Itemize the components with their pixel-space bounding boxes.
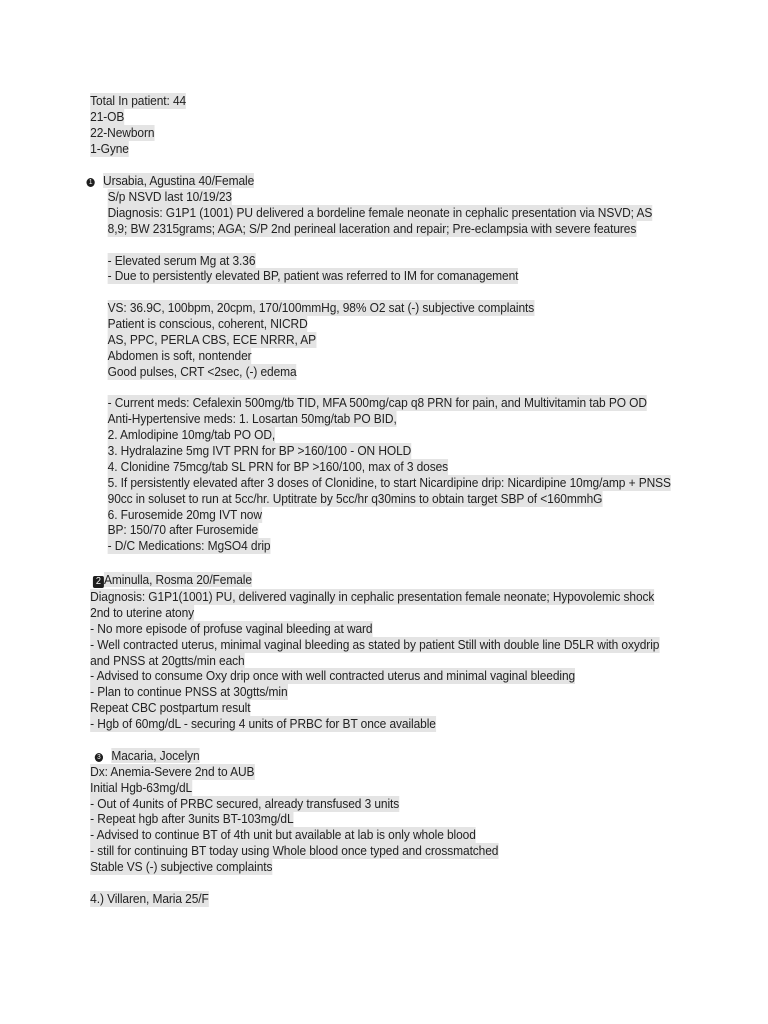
patient-2-note-3: and PNSS at 20gtts/min each — [90, 653, 245, 668]
census-newborn: 22-Newborn — [90, 125, 155, 140]
patient-1-meds-line-2: Anti-Hypertensive meds: 1. Losartan 50mg/tab PO BID, — [107, 411, 397, 426]
patient-2-number-badge: 2 — [93, 576, 104, 588]
patient-3-note-2: Initial Hgb-63mg/dL — [90, 780, 193, 795]
patient-3-note-1: Dx: Anemia-Severe 2nd to AUB — [90, 764, 255, 779]
patient-3-note-7: Stable VS (-) subjective complaints — [90, 859, 273, 874]
patient-1-mg-note: - Elevated serum Mg at 3.36 — [107, 253, 256, 268]
patient-3-note-4: - Repeat hgb after 3units BT-103mg/dL — [90, 811, 294, 826]
patient-3-name: Macaria, Jocelyn — [111, 748, 200, 763]
patient-1-meds-line-3: 2. Amlodipine 10mg/tab PO OD, — [107, 427, 276, 442]
patient-1-meds-line-10: - D/C Medications: MgSO4 drip — [107, 538, 271, 553]
patient-1-meds-line-9: BP: 150/70 after Furosemide — [107, 522, 259, 537]
patient-1-number-badge: 1 — [86, 178, 94, 187]
patient-3-header — [95, 748, 200, 764]
patient-1-meds-line-8: 6. Furosemide 20mg IVT now — [107, 507, 262, 522]
patient-1-meds-line-4: 3. Hydralazine 5mg IVT PRN for BP >160/100 - ON HOLD — [107, 443, 412, 458]
patient-1-bp-note: - Due to persistently elevated BP, patient was referred to IM for comanagement — [107, 268, 519, 283]
patient-1-meds-line-7: 90cc in soluset to run at 5cc/hr. Uptitrate by 5cc/hr q30mins to obtain target SBP of <160mmhG — [107, 491, 603, 506]
patient-2-note-6: Repeat CBC postpartum result — [90, 700, 251, 715]
patient-3-note-3: - Out of 4units of PRBC secured, already transfused 3 units — [90, 796, 400, 811]
patient-1-diagnosis-line-2: 8,9; BW 2315grams; AGA; S/P 2nd perineal laceration and repair; Pre-eclampsia with severe features — [107, 221, 637, 236]
patient-1-header — [86, 173, 254, 189]
patient-1-exam-line-3: Abdomen is soft, nontender — [107, 348, 252, 363]
patient-4-name: 4.) Villaren, Maria 25/F — [90, 891, 209, 906]
census-ob: 21-OB — [90, 109, 125, 124]
patient-2-diagnosis-line-1: Diagnosis: G1P1(1001) PU, delivered vaginally in cephalic presentation female neonate; Hypovolemic shock — [90, 589, 655, 604]
patient-1-meds-line-6: 5. If persistently elevated after 3 doses of Clonidine, to start Nicardipine drip: Nicardipine 10mg/amp + PNSS — [107, 475, 671, 490]
census-gyne: 1-Gyne — [90, 141, 129, 156]
patient-2-note-5: - Plan to continue PNSS at 30gtts/min — [90, 684, 288, 699]
patient-2-header — [93, 572, 252, 588]
patient-1-sp: S/p NSVD last 10/19/23 — [107, 189, 232, 204]
patient-2-note-4: - Advised to consume Oxy drip once with well contracted uterus and minimal vaginal bleeding — [90, 668, 576, 683]
census-total: Total In patient: 44 — [90, 93, 187, 108]
patient-1-meds-line-1: - Current meds: Cefalexin 500mg/tb TID, MFA 500mg/cap q8 PRN for pain, and Multivitamin tab PO OD — [107, 395, 647, 410]
patient-3-note-5: - Advised to continue BT of 4th unit but available at lab is only whole blood — [90, 827, 476, 842]
patient-1-vital-signs: VS: 36.9C, 100bpm, 20cpm, 170/100mmHg, 98% O2 sat (-) subjective complaints — [107, 300, 535, 315]
patient-2-note-1: - No more episode of profuse vaginal bleeding at ward — [90, 621, 373, 636]
patient-2-name: Aminulla, Rosma 20/Female — [103, 572, 252, 587]
patient-1-diagnosis-line-1: Diagnosis: G1P1 (1001) PU delivered a bordeline female neonate in cephalic presentation via NSVD; AS — [107, 205, 653, 220]
patient-2-note-2: - Well contracted uterus, minimal vaginal bleeding as stated by patient Still with double line D5LR with oxydrip — [90, 637, 660, 652]
patient-1-exam-line-2: AS, PPC, PERLA CBS, ECE NRRR, AP — [107, 332, 317, 347]
patient-1-name: Ursabia, Agustina 40/Female — [103, 173, 255, 188]
patient-3-number-badge: 3 — [95, 753, 103, 762]
patient-1-exam-line-1: Patient is conscious, coherent, NICRD — [107, 316, 308, 331]
patient-2-note-7: - Hgb of 60mg/dL - securing 4 units of PRBC for BT once available — [90, 716, 436, 731]
patient-1-meds-line-5: 4. Clonidine 75mcg/tab SL PRN for BP >160/100, max of 3 doses — [107, 459, 449, 474]
patient-1-exam-line-4: Good pulses, CRT <2sec, (-) edema — [107, 364, 297, 379]
patient-3-note-6: - still for continuing BT today using Whole blood once typed and crossmatched — [90, 843, 499, 858]
patient-2-diagnosis-line-2: 2nd to uterine atony — [90, 605, 195, 620]
